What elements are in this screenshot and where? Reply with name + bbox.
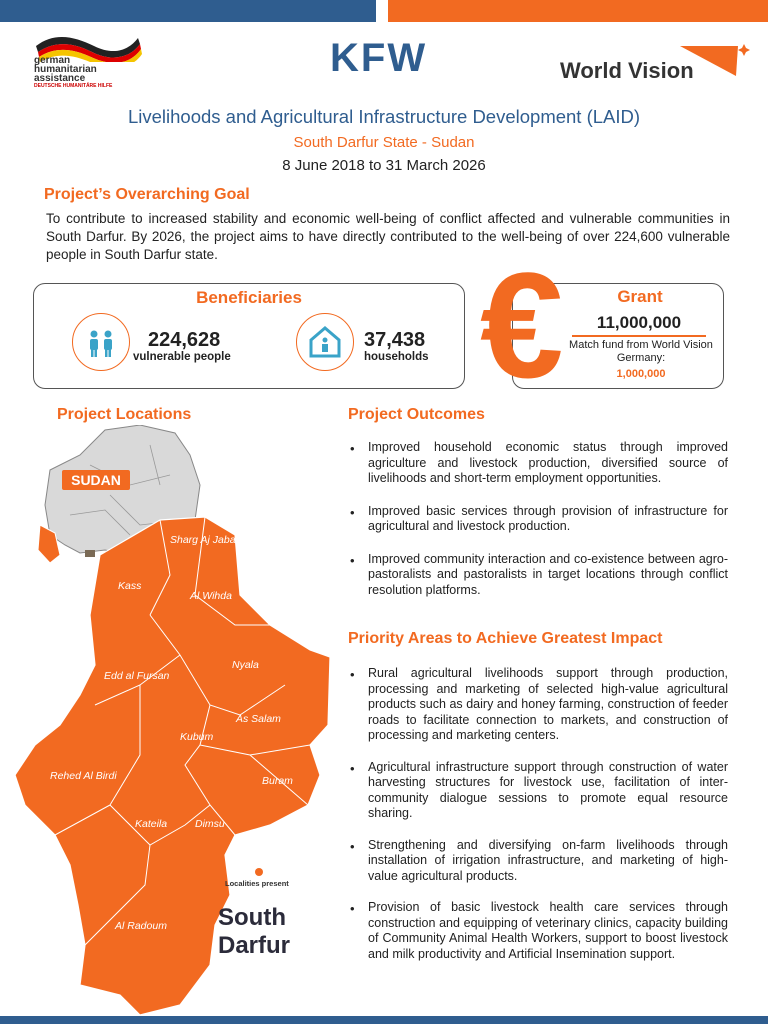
outcome-item: • Improved household economic status through improved agriculture and livestock production, diversified source of livelihoods and short-term employment opportunities. bbox=[348, 440, 728, 487]
people-icon bbox=[72, 313, 130, 371]
german-logo-small: DEUTSCHE HUMANITÄRE HILFE bbox=[34, 83, 113, 89]
locality-kubum: Kubum bbox=[180, 731, 214, 743]
households-label: households bbox=[364, 351, 429, 363]
top-bar-orange bbox=[388, 0, 768, 22]
priority-item: • Strengthening and diversifying on-farm livelihoods through installation of irrigation infrastructure, and marketing of high-value agricultural products. bbox=[348, 838, 728, 885]
beneficiaries-heading: Beneficiaries bbox=[196, 288, 302, 307]
top-bar-blue bbox=[0, 0, 376, 22]
german-logo-line1: german bbox=[34, 55, 71, 66]
south-darfur-label bbox=[218, 904, 290, 960]
household-icon bbox=[296, 313, 354, 371]
page-title: Livelihoods and Agricultural Infrastructure Development (LAID) bbox=[127, 106, 641, 127]
kfw-logo: KFW bbox=[330, 36, 428, 80]
locality-as-salam: As Salam bbox=[236, 713, 281, 725]
locality-buram: Buram bbox=[262, 775, 293, 787]
legend-dot bbox=[255, 868, 263, 876]
grant-match-label: Match fund from World Vision Germany: bbox=[569, 339, 713, 364]
grant-heading: Grant bbox=[617, 287, 663, 306]
world-vision-star-icon bbox=[680, 44, 750, 78]
people-value: 224,628 bbox=[148, 329, 221, 351]
priority-list bbox=[348, 666, 728, 962]
locality-nyala: Nyala bbox=[232, 659, 259, 671]
goal-heading: Project’s Overarching Goal bbox=[44, 186, 250, 203]
bottom-bar bbox=[0, 1016, 768, 1024]
legend-label: Localities present bbox=[225, 879, 289, 888]
grant-match-value: 1,000,000 bbox=[616, 368, 666, 380]
locality-al-wihda: Al Wihda bbox=[190, 590, 232, 602]
region-line2: Darfur bbox=[218, 932, 291, 959]
outcomes-heading: Project Outcomes bbox=[348, 406, 485, 423]
outcomes-list bbox=[348, 440, 728, 598]
priority-item: • Provision of basic livestock health care services through construction and equipping of veterinary clinics, capacity building of Community Animal Health Workers, support to boost livestock and milk productivity and Artificial Insemination support. bbox=[348, 900, 728, 962]
german-logo-line2: humanitarian bbox=[34, 64, 97, 75]
sudan-label: SUDAN bbox=[71, 472, 121, 488]
south-darfur-map bbox=[10, 425, 340, 1015]
euro-icon: € bbox=[480, 241, 564, 409]
locality-sharg-aj-jabal: Sharg Aj Jabal bbox=[170, 534, 238, 546]
grant-amount: 11,000,000 bbox=[572, 313, 706, 337]
households-value: 37,438 bbox=[364, 329, 426, 351]
project-dates: 8 June 2018 to 31 March 2026 bbox=[282, 157, 486, 174]
region-line1: South bbox=[218, 904, 286, 931]
goal-text: To contribute to increased stability and economic well-being of conflict affected and vulnerable communities in South Darfur. By 2026, the project aims to have directly contributed to the well-being of over 224,600 vulnerable people in South Darfur state. bbox=[46, 211, 730, 262]
outcome-item: • Improved basic services through provision of infrastructure for agricultural and livestock production. bbox=[348, 504, 728, 535]
locality-kass: Kass bbox=[118, 580, 142, 592]
priority-heading: Priority Areas to Achieve Greatest Impact bbox=[348, 630, 663, 647]
page-subtitle: South Darfur State - Sudan bbox=[293, 134, 475, 151]
priority-item: • Rural agricultural livelihoods support through production, processing and marketing of selected high-value agricultural products such as dairy and honey farming, construction of feeder roads to facilitate connection to markets, and construction of processing and marketing centers. bbox=[348, 666, 728, 744]
german-logo-line3: assistance bbox=[34, 73, 86, 84]
locality-edd-al-fursan: Edd al Fursan bbox=[104, 670, 170, 682]
locality-dimsu: Dimsu bbox=[195, 818, 225, 830]
people-label: vulnerable people bbox=[133, 351, 231, 363]
german-humanitarian-logo bbox=[34, 32, 154, 96]
locality-kateila: Kateila bbox=[135, 818, 168, 830]
locality-rehed-al-birdi: Rehed Al Birdi bbox=[50, 770, 117, 782]
world-vision-logo: World Vision bbox=[560, 58, 694, 83]
locations-heading: Project Locations bbox=[57, 406, 192, 423]
priority-item: • Agricultural infrastructure support through construction of water harvesting structures for livestock use, facilitation of inter-community dialogue sessions to promote equal resource sharing. bbox=[348, 760, 728, 822]
locality-al-radoum: Al Radoum bbox=[115, 920, 167, 932]
outcome-item: • Improved community interaction and co-existence between agro-pastoralists and pastoralists in target locations through conflict resolution platforms. bbox=[348, 552, 728, 599]
